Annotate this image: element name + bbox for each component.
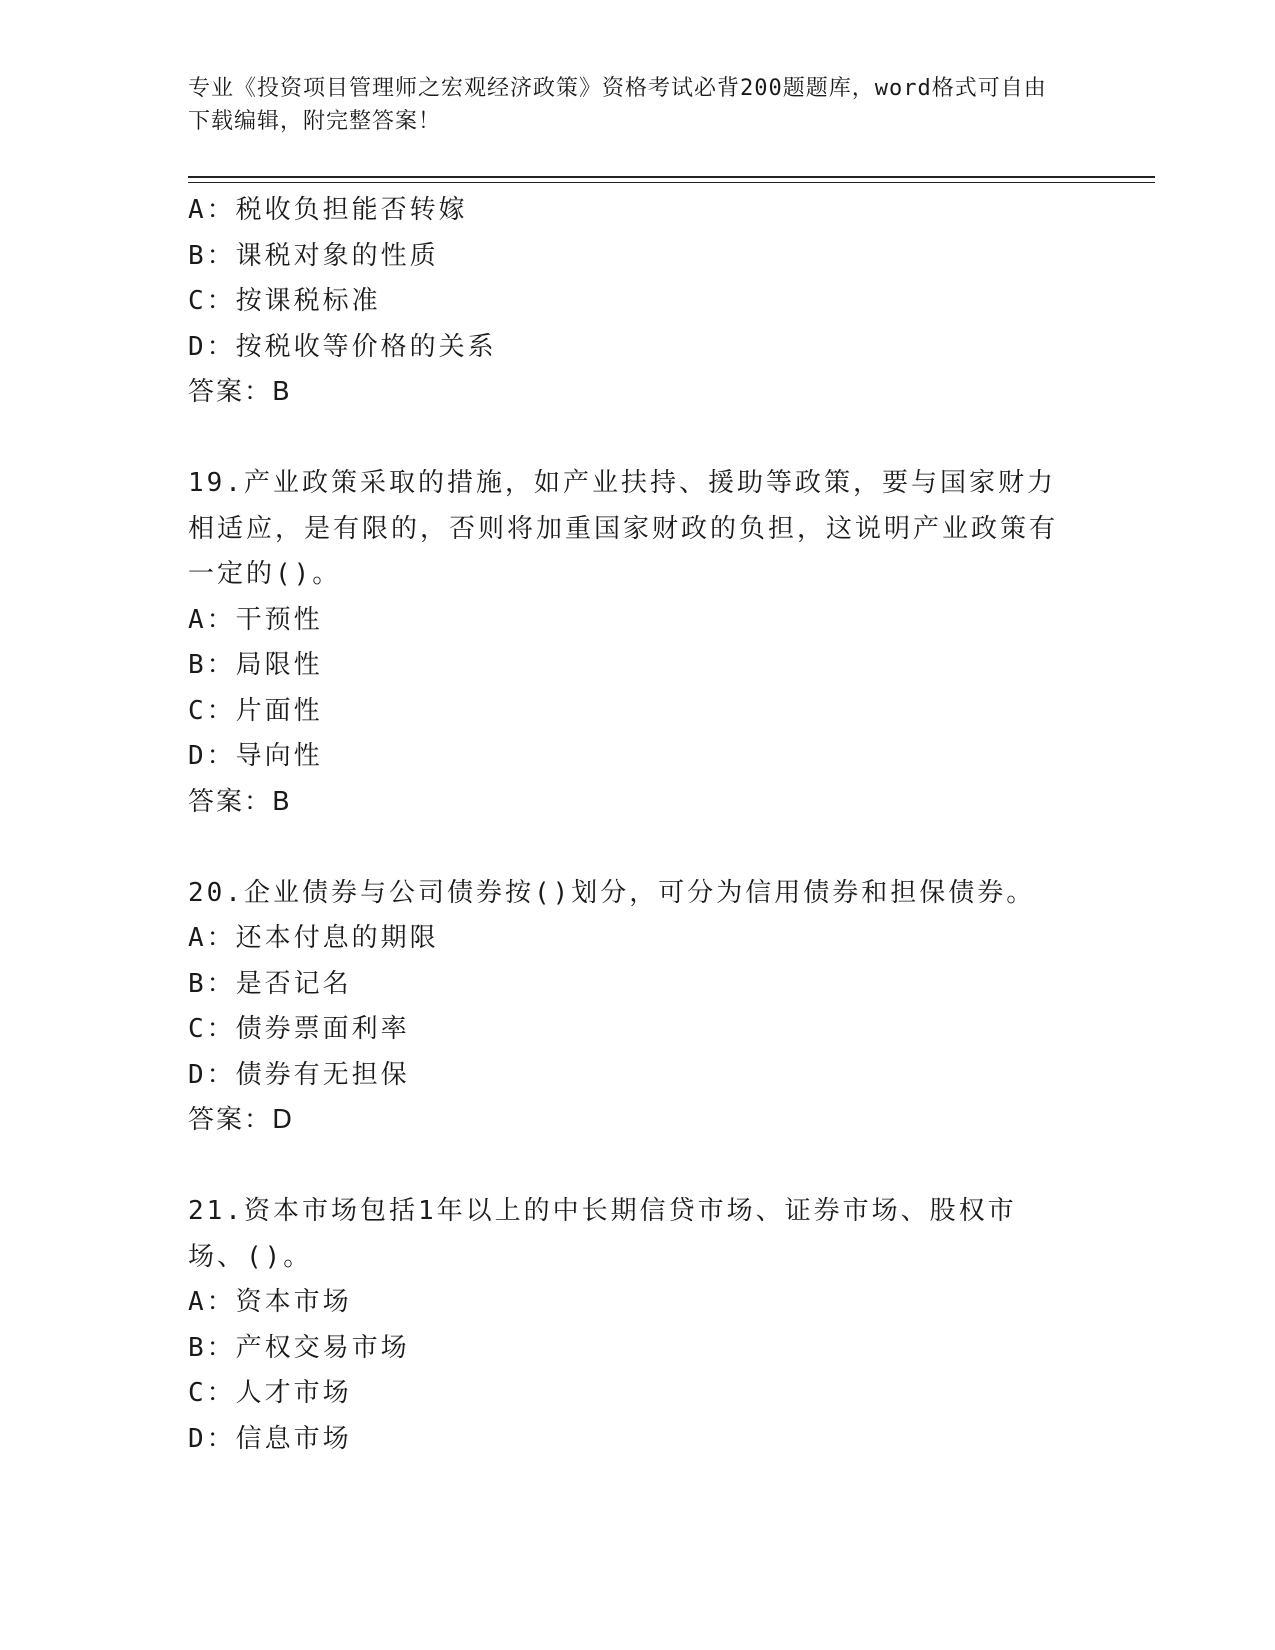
- question-list: [188, 188, 1068, 1462]
- option-b: B：产权交易市场: [188, 1332, 410, 1363]
- answer-line: 答案：B: [188, 786, 292, 817]
- question-stem: 20.企业债券与公司债券按()划分，可分为信用债券和担保债券。: [188, 877, 1036, 908]
- option-d: D：债券有无担保: [188, 1059, 410, 1090]
- option-a: A：干预性: [188, 604, 323, 635]
- question-19: [188, 461, 1068, 825]
- question-stem: 19.产业政策采取的措施，如产业扶持、援助等政策，要与国家财力相适应，是有限的，否则将加重国家财政的负担，这说明产业政策有一定的()。: [188, 468, 1059, 589]
- header-divider-thick: [188, 176, 1155, 178]
- option-c: C：片面性: [188, 695, 323, 726]
- option-d: D：导向性: [188, 741, 323, 771]
- spacer: [188, 416, 1068, 462]
- option-a: A：资本市场: [188, 1287, 352, 1317]
- option-b: B：局限性: [188, 650, 323, 680]
- answer-line: 答案：B: [188, 377, 292, 407]
- option-a: A：还本付息的期限: [188, 923, 439, 953]
- option-d: D：信息市场: [188, 1423, 352, 1454]
- spacer: [188, 1144, 1068, 1190]
- header-divider-thin: [188, 182, 1155, 183]
- option-b: B：课税对象的性质: [188, 240, 439, 271]
- question-18-continued: [188, 188, 1068, 416]
- option-c: C：债券票面利率: [188, 1014, 410, 1044]
- question-stem: 21.资本市场包括1年以上的中长期信贷市场、证券市场、股权市场、()。: [188, 1196, 1017, 1272]
- option-b: B：是否记名: [188, 968, 352, 999]
- option-d: D：按税收等价格的关系: [188, 331, 497, 362]
- question-21: [188, 1189, 1068, 1462]
- option-c: C：人才市场: [188, 1378, 352, 1408]
- spacer: [188, 825, 1068, 871]
- option-c: C：按课税标准: [188, 286, 381, 316]
- option-a: A：税收负担能否转嫁: [188, 195, 468, 225]
- document-header: 专业《投资项目管理师之宏观经济政策》资格考试必背200题题库，word格式可自由下载编辑，附完整答案！: [188, 76, 1047, 134]
- answer-line: 答案：D: [188, 1105, 295, 1135]
- question-20: [188, 871, 1068, 1144]
